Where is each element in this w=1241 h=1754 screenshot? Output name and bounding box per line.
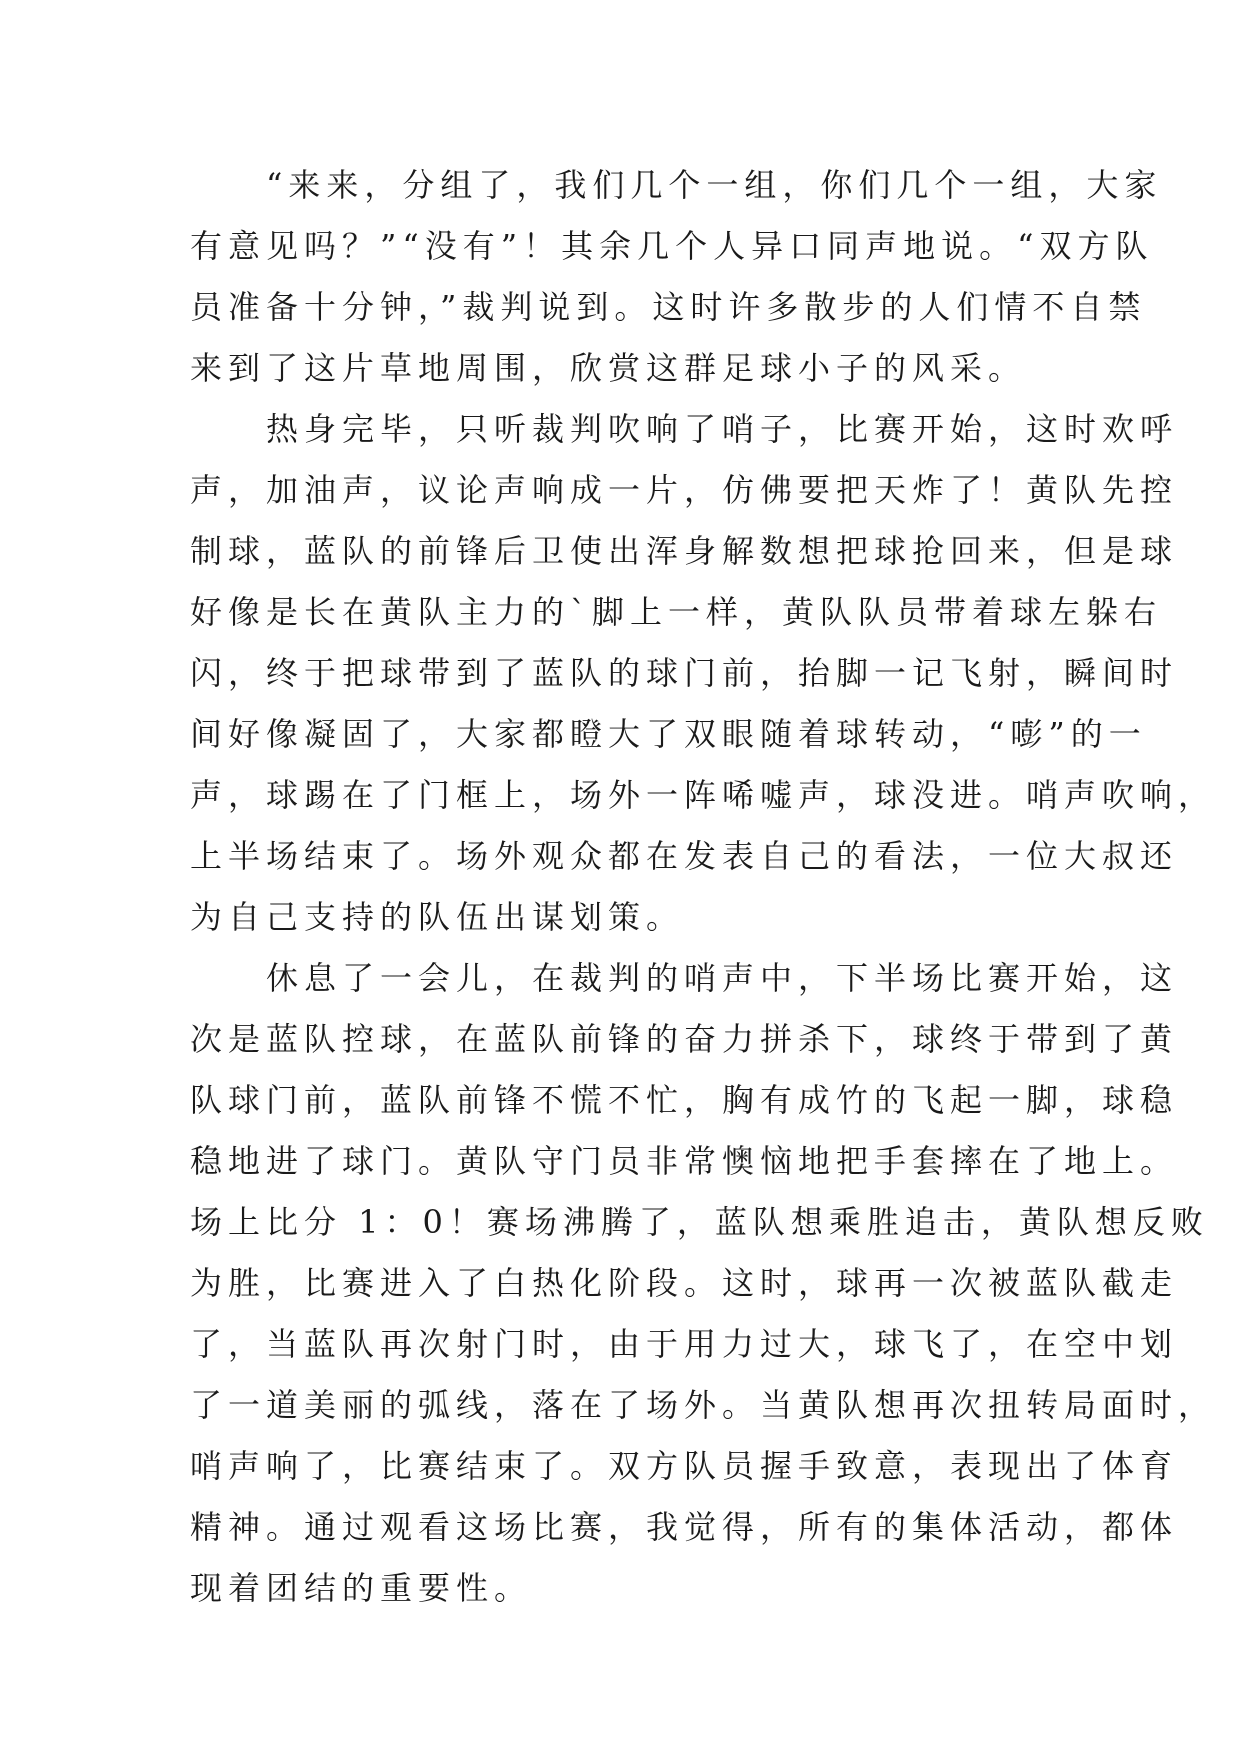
text-line: 了一道美丽的弧线，落在了场外。当黄队想再次扭转局面时， <box>190 1386 1217 1424</box>
text-line: 声，球踢在了门框上，场外一阵唏嘘声，球没进。哨声吹响， <box>190 776 1217 814</box>
text-line: 热身完毕，只听裁判吹响了哨子，比赛开始，这时欢呼 <box>266 410 1179 448</box>
text-line: 哨声响了，比赛结束了。双方队员握手致意，表现出了体育 <box>190 1447 1179 1485</box>
text-line: 有意见吗？”“没有”！其余几个人异口同声地说。“双方队 <box>190 227 1154 265</box>
text-line: 制球，蓝队的前锋后卫使出浑身解数想把球抢回来，但是球 <box>190 532 1179 570</box>
document-body <box>190 155 1217 1619</box>
text-line: 队球门前，蓝队前锋不慌不忙，胸有成竹的飞起一脚，球稳 <box>190 1081 1179 1119</box>
text-line: 为自己支持的队伍出谋划策。 <box>190 898 685 936</box>
text-line: “来来，分组了，我们几个一组，你们几个一组，大家 <box>266 166 1163 204</box>
text-line: 员准备十分钟，”裁判说到。这时许多散步的人们情不自禁 <box>190 288 1147 326</box>
text-line: 了，当蓝队再次射门时，由于用力过大，球飞了，在空中划 <box>190 1325 1179 1363</box>
text-line: 次是蓝队控球，在蓝队前锋的奋力拼杀下，球终于带到了黄 <box>190 1020 1179 1058</box>
paragraph-1 <box>190 155 1163 399</box>
text-line: 休息了一会儿，在裁判的哨声中，下半场比赛开始，这 <box>266 959 1179 997</box>
text-line: 声，加油声，议论声响成一片，仿佛要把天炸了！黄队先控 <box>190 471 1179 509</box>
text-line: 间好像凝固了，大家都瞪大了双眼随着球转动，“嘭”的一 <box>190 715 1147 753</box>
paragraph-3 <box>190 948 1217 1619</box>
text-line: 现着团结的重要性。 <box>190 1569 533 1607</box>
text-line: 精神。通过观看这场比赛，我觉得，所有的集体活动，都体 <box>190 1508 1179 1546</box>
paragraph-2 <box>190 399 1217 948</box>
text-line: 闪，终于把球带到了蓝队的球门前，抬脚一记飞射，瞬间时 <box>190 654 1179 692</box>
text-line: 稳地进了球门。黄队守门员非常懊恼地把手套摔在了地上。 <box>190 1142 1179 1180</box>
text-line: 场上比分 1：0！赛场沸腾了，蓝队想乘胜追击，黄队想反败 <box>190 1203 1209 1241</box>
text-line: 上半场结束了。场外观众都在发表自己的看法，一位大叔还 <box>190 837 1179 875</box>
text-line: 来到了这片草地周围，欣赏这群足球小子的风采。 <box>190 349 1027 387</box>
text-line: 为胜，比赛进入了白热化阶段。这时，球再一次被蓝队截走 <box>190 1264 1179 1302</box>
text-line: 好像是长在黄队主力的`脚上一样，黄队队员带着球左躲右 <box>190 593 1163 631</box>
